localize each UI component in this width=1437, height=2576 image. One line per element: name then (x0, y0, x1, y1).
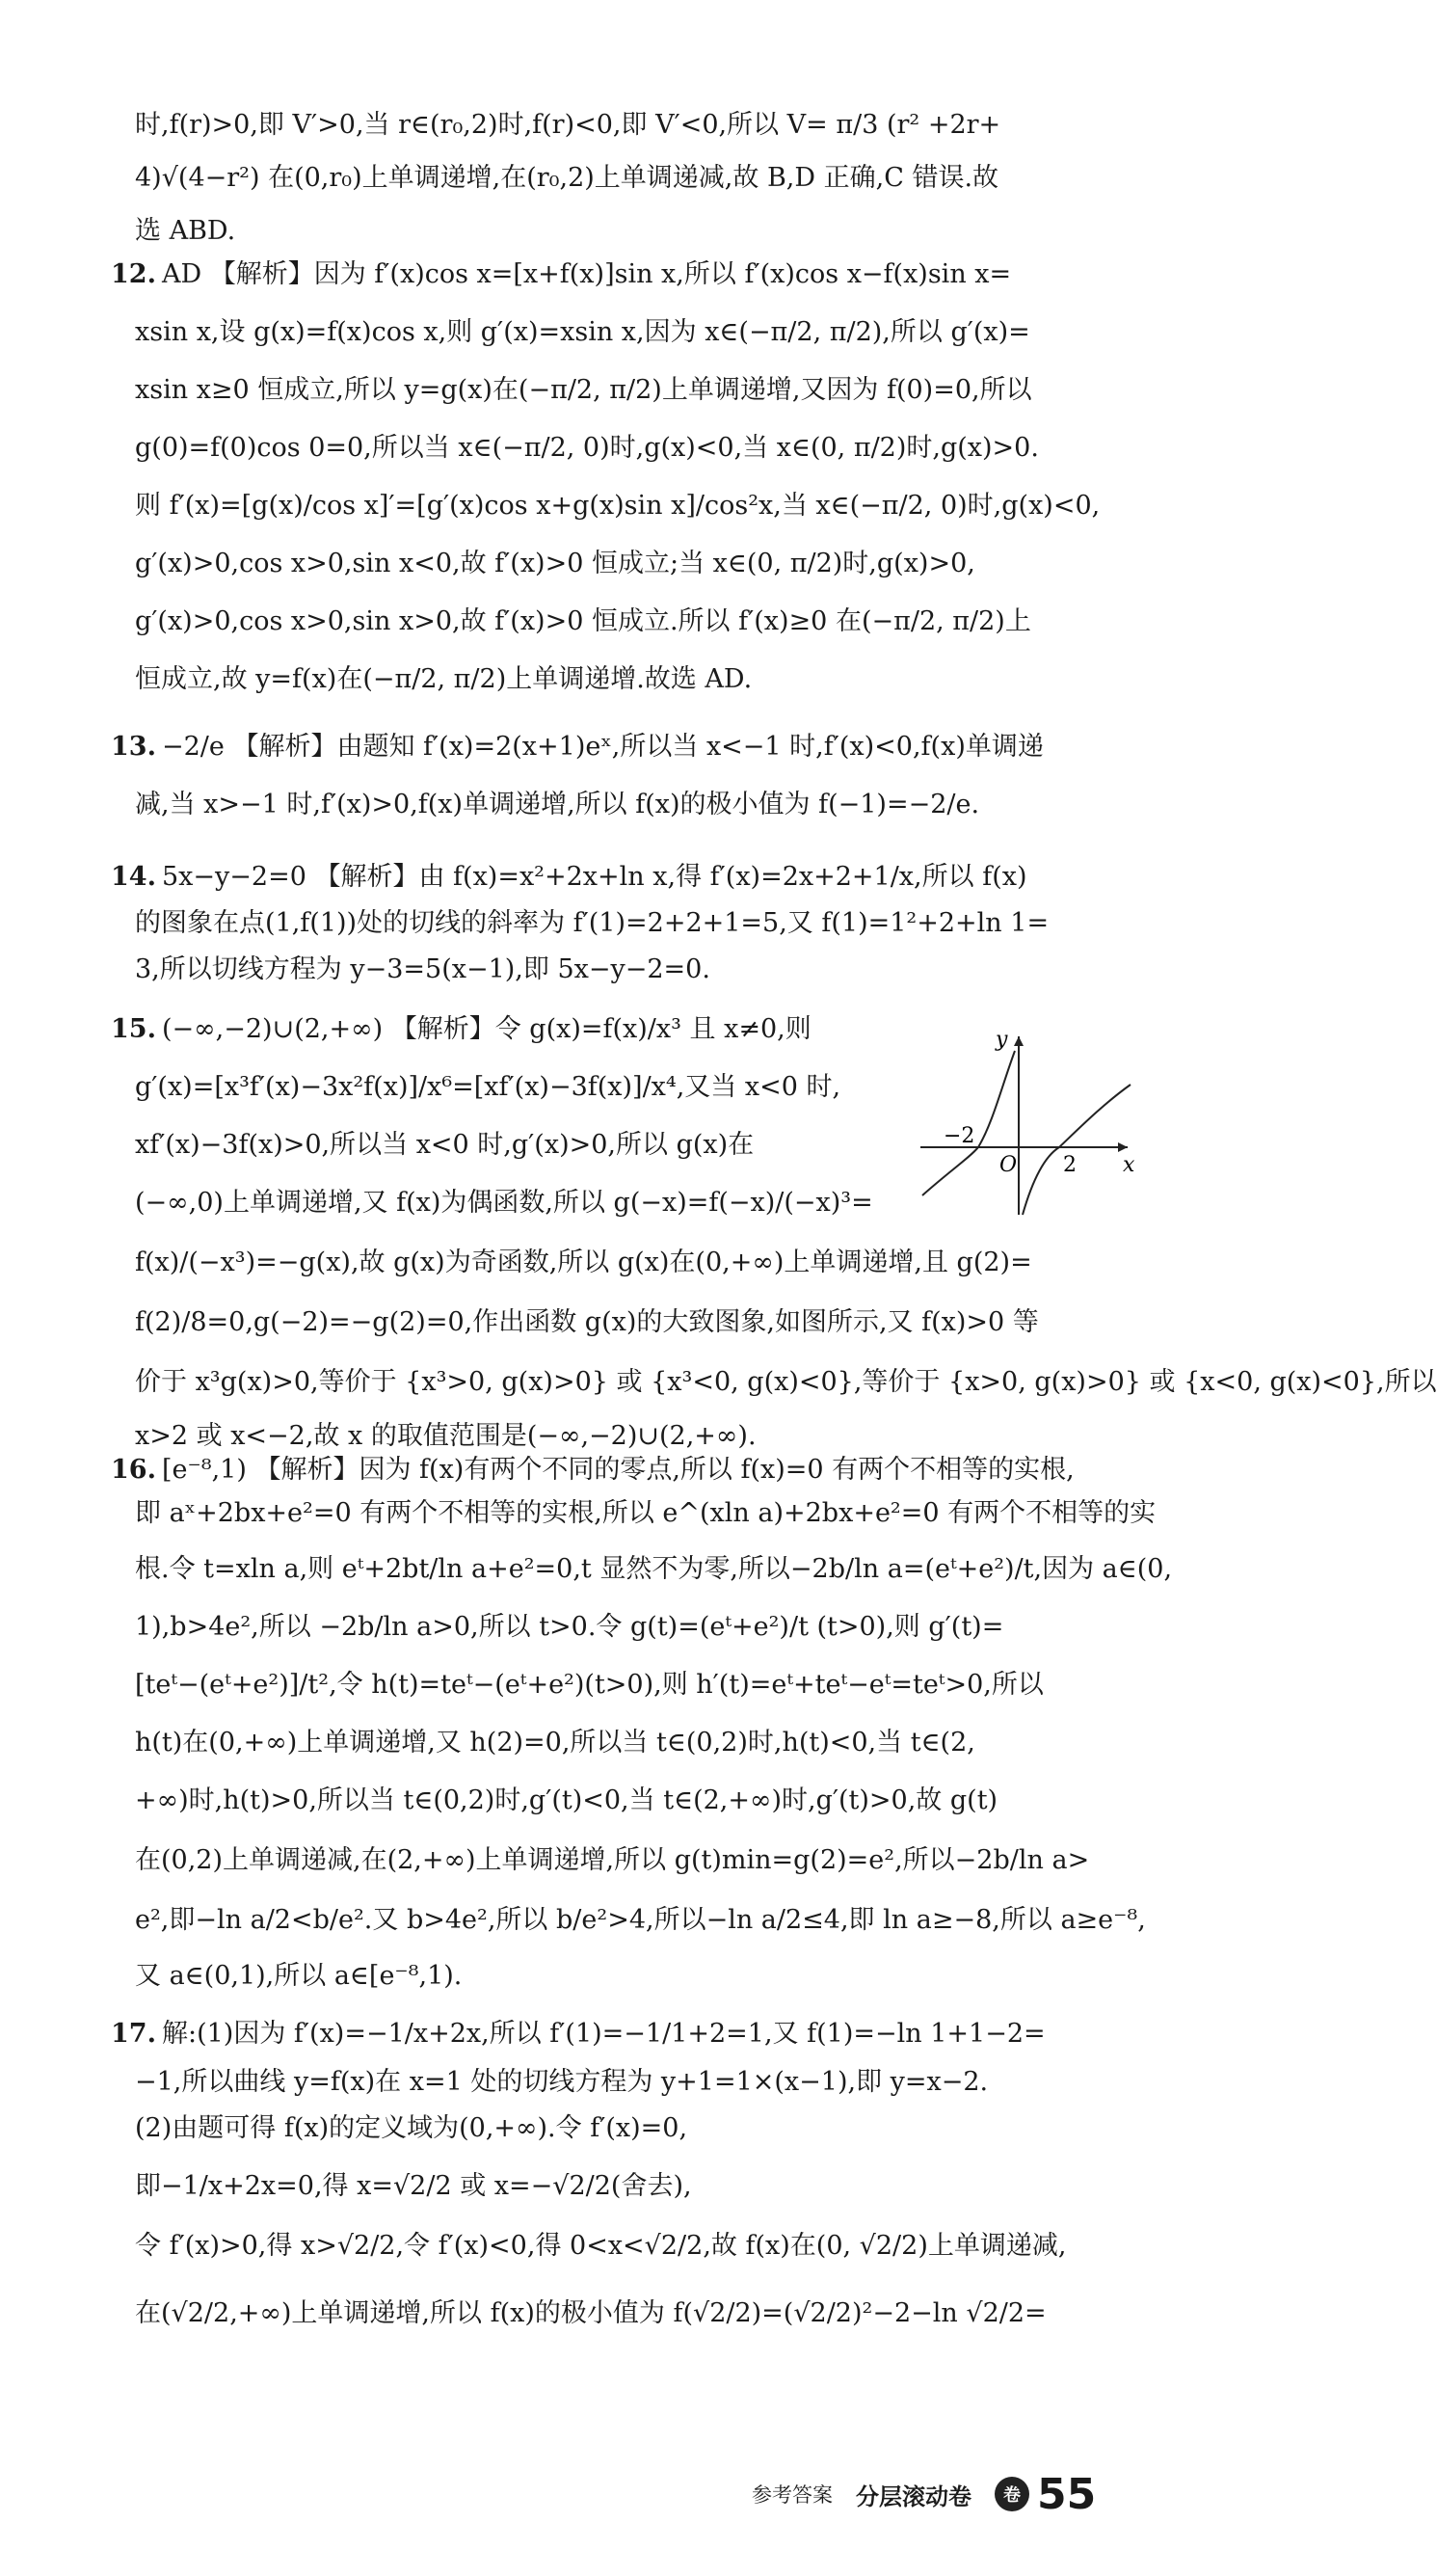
text-line: −2/e 【解析】由题知 f′(x)=2(x+1)eˣ,所以当 x<−1 时,f′(x)<0,f(x)单调递 (162, 732, 1044, 762)
y-axis-arrow (1014, 1036, 1024, 1046)
question-number: 13. (111, 732, 156, 762)
text-line: 价于 x³g(x)>0,等价于 {x³>0, g(x)>0} 或 {x³<0, g(x)<0},等价于 {x>0, g(x)>0} 或 {x<0, g(x)<0},所以 (135, 1367, 1437, 1397)
text-line: 选 ABD. (135, 216, 236, 246)
text-line: g′(x)=[x³f′(x)−3x²f(x)]/x⁶=[xf′(x)−3f(x)]/x⁴,又当 x<0 时, (135, 1072, 841, 1102)
y-axis-label: y (996, 1028, 1008, 1052)
question-number: 12. (111, 259, 156, 289)
text-line: 的图象在点(1,f(1))处的切线的斜率为 f′(1)=2+2+1=5,又 f(1)=1²+2+ln 1= (135, 908, 1050, 938)
text-line: 又 a∈(0,1),所以 a∈[e⁻⁸,1). (135, 1961, 463, 1991)
text-line: 时,f(r)>0,即 V′>0,当 r∈(r₀,2)时,f(r)<0,即 V′<0,所以 V= π/3 (r² +2r+ (135, 110, 1001, 140)
text-line: xsin x,设 g(x)=f(x)cos x,则 g′(x)=xsin x,因为 x∈(−π/2, π/2),所以 g′(x)= (135, 317, 1030, 347)
text-line: (−∞,0)上单调递增,又 f(x)为偶函数,所以 g(−x)=f(−x)/(−x)³= (135, 1188, 873, 1218)
footer-badge: 卷 (995, 2477, 1029, 2511)
text-line: e²,即−ln a/2<b/e².又 b>4e²,所以 b/e²>4,所以−ln a/2≤4,即 ln a≥−8,所以 a≥e⁻⁸, (135, 1905, 1146, 1935)
text-line: 3,所以切线方程为 y−3=5(x−1),即 5x−y−2=0. (135, 954, 710, 984)
right-branch-curve (1023, 1085, 1131, 1215)
text-line: f(2)/8=0,g(−2)=−g(2)=0,作出函数 g(x)的大致图象,如图所示,又 f(x)>0 等 (135, 1307, 1039, 1337)
text-line: 根.令 t=xln a,则 eᵗ+2bt/ln a+e²=0,t 显然不为零,所以−2b/ln a=(eᵗ+e²)/t,因为 a∈(0, (135, 1554, 1173, 1584)
text-line: +∞)时,h(t)>0,所以当 t∈(0,2)时,g′(t)<0,当 t∈(2,+∞)时,g′(t)>0,故 g(t) (135, 1785, 998, 1815)
text-line: 1),b>4e²,所以 −2b/ln a>0,所以 t>0.令 g(t)=(eᵗ+e²)/t (t>0),则 g′(t)= (135, 1612, 1004, 1642)
text-line: g(0)=f(0)cos 0=0,所以当 x∈(−π/2, 0)时,g(x)<0,当 x∈(0, π/2)时,g(x)>0. (135, 433, 1039, 463)
text-line: x>2 或 x<−2,故 x 的取值范围是(−∞,−2)∪(2,+∞). (135, 1421, 757, 1451)
x-axis-label: x (1123, 1153, 1135, 1177)
function-graph (911, 1027, 1137, 1220)
footer-series: 分层滚动卷 (856, 2482, 971, 2510)
page-footer (752, 2468, 1157, 2520)
text-line: (2)由题可得 f(x)的定义域为(0,+∞).令 f′(x)=0, (135, 2113, 688, 2143)
text-line: 即−1/x+2x=0,得 x=√2/2 或 x=−√2/2(舍去), (135, 2171, 692, 2201)
text-line: (−∞,−2)∪(2,+∞) 【解析】令 g(x)=f(x)/x³ 且 x≠0,则 (162, 1014, 812, 1044)
text-line: 恒成立,故 y=f(x)在(−π/2, π/2)上单调递增.故选 AD. (135, 664, 753, 694)
text-line: 4)√(4−r²) 在(0,r₀)上单调递增,在(r₀,2)上单调递减,故 B,D 正确,C 错误.故 (135, 163, 999, 193)
text-line: xf′(x)−3f(x)>0,所以当 x<0 时,g′(x)>0,所以 g(x)在 (135, 1130, 755, 1160)
left-root-label: −2 (944, 1124, 975, 1148)
footer-label: 参考答案 (752, 2483, 833, 2507)
text-line: 令 f′(x)>0,得 x>√2/2,令 f′(x)<0,得 0<x<√2/2,故 f(x)在(0, √2/2)上单调递减, (135, 2231, 1067, 2261)
text-line: −1,所以曲线 y=f(x)在 x=1 处的切线方程为 y+1=1×(x−1),即 y=x−2. (135, 2067, 989, 2097)
text-line: [e⁻⁸,1) 【解析】因为 f(x)有两个不同的零点,所以 f(x)=0 有两个不相等的实根, (162, 1455, 1075, 1485)
question-number: 16. (111, 1455, 156, 1485)
text-line: AD 【解析】因为 f′(x)cos x=[x+f(x)]sin x,所以 f′(x)cos x−f(x)sin x= (162, 259, 1012, 289)
text-line: 在(0,2)上单调递减,在(2,+∞)上单调递增,所以 g(t)min=g(2)=e²,所以−2b/ln a> (135, 1845, 1090, 1875)
question-number: 17. (111, 2019, 156, 2049)
text-line: xsin x≥0 恒成立,所以 y=g(x)在(−π/2, π/2)上单调递增,又因为 f(0)=0,所以 (135, 375, 1032, 405)
text-line: 解:(1)因为 f′(x)=−1/x+2x,所以 f′(1)=−1/1+2=1,又 f(1)=−ln 1+1−2= (162, 2019, 1046, 2049)
x-axis-arrow (1118, 1142, 1128, 1152)
text-line: 减,当 x>−1 时,f′(x)>0,f(x)单调递增,所以 f(x)的极小值为 f(−1)=−2/e. (135, 790, 980, 819)
text-line: h(t)在(0,+∞)上单调递增,又 h(2)=0,所以当 t∈(0,2)时,h(t)<0,当 t∈(2, (135, 1728, 975, 1758)
text-line: 则 f′(x)=[g(x)/cos x]′=[g′(x)cos x+g(x)sin x]/cos²x,当 x∈(−π/2, 0)时,g(x)<0, (135, 491, 1101, 521)
text-line: [teᵗ−(eᵗ+e²)]/t²,令 h(t)=teᵗ−(eᵗ+e²)(t>0),则 h′(t)=eᵗ+teᵗ−eᵗ=teᵗ>0,所以 (135, 1670, 1044, 1700)
page-number: 55 (1037, 2469, 1097, 2519)
text-line: 在(√2/2,+∞)上单调递增,所以 f(x)的极小值为 f(√2/2)=(√2/2)²−2−ln √2/2= (135, 2298, 1047, 2328)
text-line: 即 aˣ+2bx+e²=0 有两个不相等的实根,所以 e^(xln a)+2bx+e²=0 有两个不相等的实 (135, 1498, 1157, 1528)
text-line: f(x)/(−x³)=−g(x),故 g(x)为奇函数,所以 g(x)在(0,+∞)上单调递增,且 g(2)= (135, 1248, 1032, 1277)
text-line: 5x−y−2=0 【解析】由 f(x)=x²+2x+ln x,得 f′(x)=2x+2+1/x,所以 f(x) (162, 862, 1027, 892)
text-line: g′(x)>0,cos x>0,sin x>0,故 f′(x)>0 恒成立.所以 f′(x)≥0 在(−π/2, π/2)上 (135, 606, 1031, 636)
question-number: 14. (111, 862, 156, 892)
question-number: 15. (111, 1014, 156, 1044)
text-line: g′(x)>0,cos x>0,sin x<0,故 f′(x)>0 恒成立;当 x∈(0, π/2)时,g(x)>0, (135, 549, 975, 578)
right-root-label: 2 (1063, 1153, 1077, 1177)
origin-label: O (999, 1153, 1018, 1177)
